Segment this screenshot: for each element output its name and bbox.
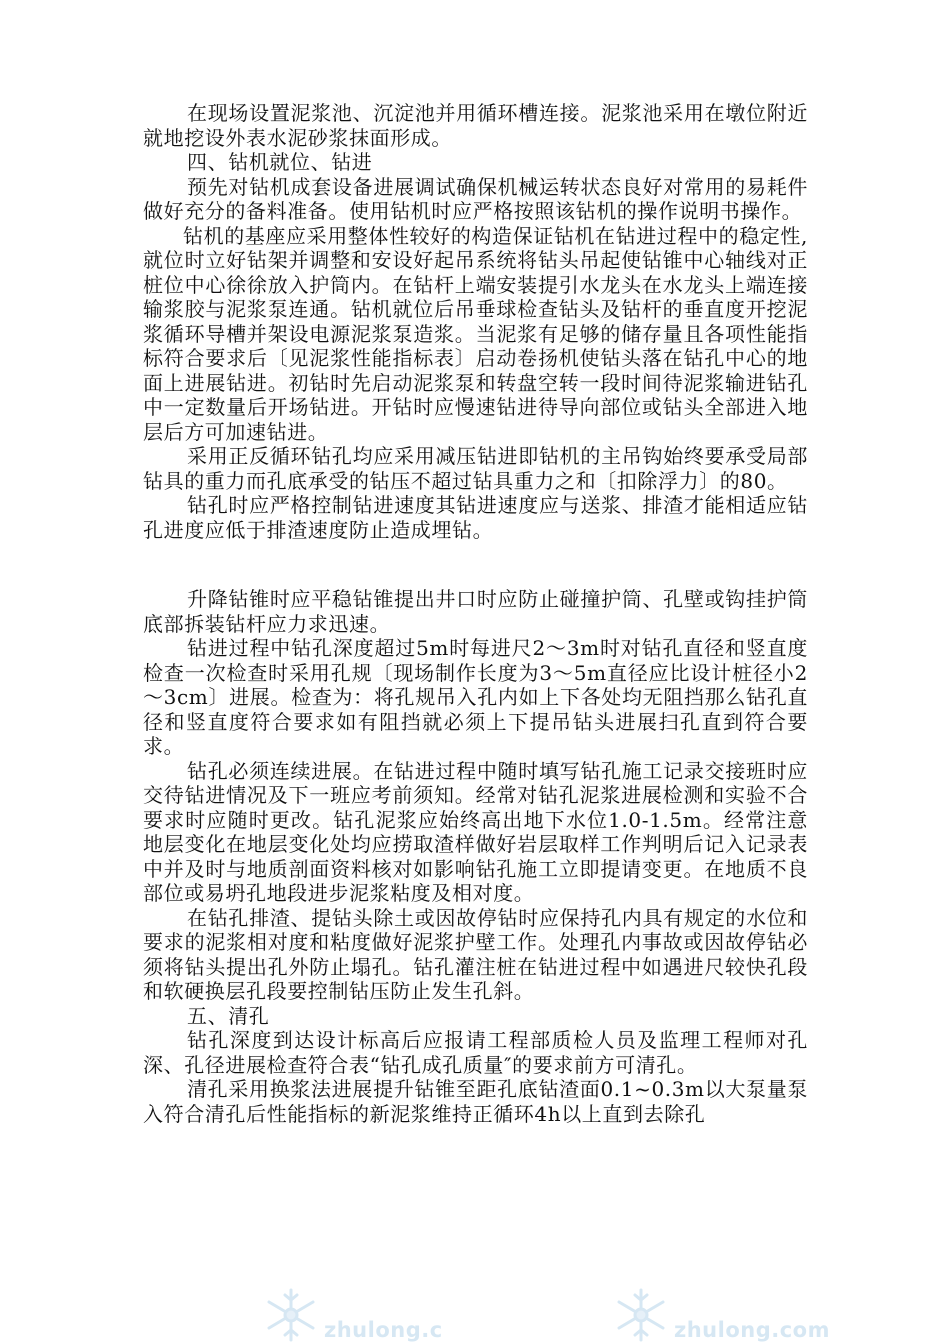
section-heading-drilling: 四、钻机就位、钻进 (187, 150, 373, 174)
blank-spacer (143, 542, 808, 587)
snowflake-logo-icon (262, 1286, 320, 1344)
paragraph-depth-check: 钻进过程中钻孔深度超过5m时每进尺2～3m时对钻孔直径和竖直度检查一次检查时采用孔规〔现场制作长度为3～5m直径应比设计桩径小2～3cm〕进展。检查为：将孔规吊入孔内如上下各处均无阻挡那么钻孔直径和竖直度符合要求如有阻挡就必须上下提吊钻头进展扫孔直到符合要求。 (143, 636, 808, 758)
paragraph-lifting-cone: 升降钻锥时应平稳钻锥提出井口时应防止碰撞护筒、孔壁或钩挂护筒底部拆装钻杆应力求迅速。 (143, 587, 808, 636)
paragraph-inspection: 钻孔深度到达设计标高后应报请工程部质检人员及监理工程师对孔深、孔径进展检查符合表“钻孔成孔质量″的要求前方可清孔。 (143, 1028, 808, 1077)
watermark-right (612, 1284, 830, 1344)
paragraph-drilling-speed: 钻孔时应严格控制钻进速度其钻进速度应与送浆、排渣才能相适应钻孔进度应低于排渣速度防止造成埋钻。 (143, 493, 808, 542)
paragraph-rig-base: 钻机的基座应采用整体性较好的构造保证钻机在钻进过程中的稳定性,就位时立好钻架并调整和安设好起吊系统将钻头吊起使钻锥中心轴线对正桩位中心徐徐放入护筒内。在钻杆上端安装提引水龙头在水龙头上端连接输浆胶与泥浆泵连通。钻机就位后吊垂球检查钻头及钻杆的垂直度开挖泥浆循环导槽并架设电源泥浆泵造浆。当泥浆有足够的储存量且各项性能指标符合要求后〔见泥浆性能指标表〕启动卷扬机使钻头落在钻孔中心的地面上进展钻进。初钻时先启动泥浆泵和转盘空转一段时间待泥浆输进钻孔中一定数量后开场钻进。开钻时应慢速钻进待导向部位或钻头全部进入地层后方可加速钻进。 (143, 223, 808, 444)
document-body (143, 101, 808, 1126)
snowflake-logo-icon (612, 1286, 670, 1344)
paragraph-equipment-debug: 预先对钻机成套设备进展调试确保机械运转状态良好对常用的易耗件做好充分的备料准备。使用钻机时应严格按照该钻机的操作说明书操作。 (143, 174, 808, 223)
watermark-left (262, 1284, 443, 1344)
paragraph-mud-exchange: 清孔采用换浆法进展提升钻锥至距孔底钻渣面0.1~0.3m以大泵量泵入符合清孔后性能指标的新泥浆维持正循环4h以上直到去除孔 (143, 1077, 808, 1126)
paragraph-pressure-drilling: 采用正反循环钻孔均应采用减压钻进即钻机的主吊钩始终要承受局部钻具的重力而孔底承受的钻压不超过钻具重力之和〔扣除浮力〕的80。 (143, 444, 808, 493)
paragraph-mud-pool: 在现场设置泥浆池、沉淀池并用循环槽连接。泥浆池采用在墩位附近就地挖设外表水泥砂浆抹面形成。 (143, 101, 808, 150)
paragraph-continuous-drilling: 钻孔必须连续进展。在钻进过程中随时填写钻孔施工记录交接班时应交待钻进情况及下一班应考前须知。经常对钻孔泥浆进展检测和实验不合要求时应随时更改。钻孔泥浆应始终高出地下水位1.0-1.5m。经常注意地层变化在地层变化处均应捞取渣样做好岩层取样工作判明后记入记录表中并及时与地质剖面资料核对如影响钻孔施工立即提请变更。在地质不良部位或易坍孔地段进步泥浆粘度及相对度。 (143, 758, 808, 905)
watermark-left-text: zhulong.c (324, 1318, 443, 1342)
paragraph-slag-removal: 在钻孔排渣、提钻头除土或因故停钻时应保持孔内具有规定的水位和要求的泥浆相对度和粘度做好泥浆护壁工作。处理孔内事故或因故停钻必须将钻头提出孔外防止塌孔。钻孔灌注桩在钻进过程中如遇进尺较快孔段和软硬换层孔段要控制钻压防止发生孔斜。 (143, 905, 808, 1003)
section-heading-cleaning: 五、清孔 (187, 1003, 270, 1028)
watermark-right-text: zhulong.com (674, 1318, 830, 1342)
